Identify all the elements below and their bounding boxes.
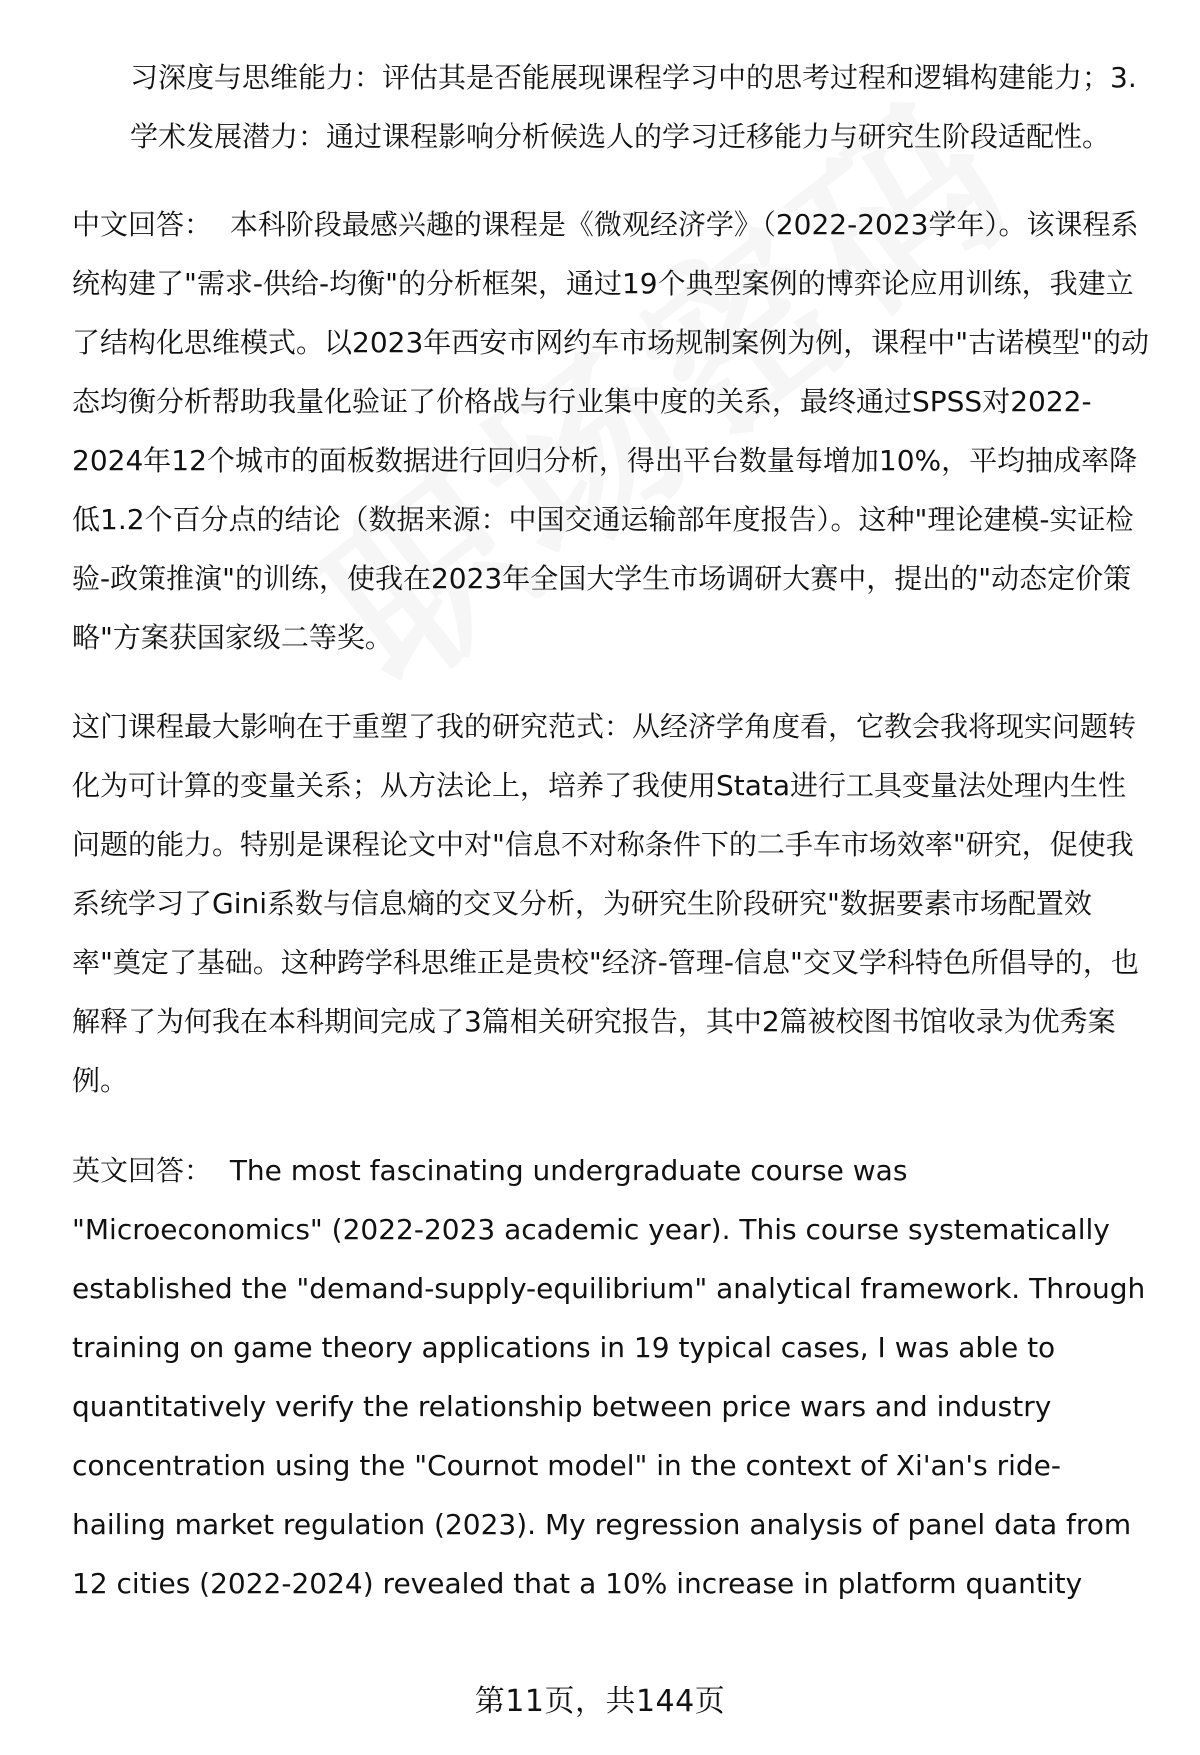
english-answer-label: 英文回答： bbox=[72, 1154, 213, 1187]
english-answer-text: The most fascinating undergraduate course was "Microeconomics" (2022-2023 academic year). This course systematically established the "demand-supply-equilibrium" analytical framework. Through training on game theory applications in 19 typical cases, I was able to quantitatively verify the relationship between price wars and industry concentration using the "Cournot model" in the context of Xi'an's ride-hailing market regulation (2023). My regression analysis of panel data from 12 cities (2022-2024) revealed that a 10% increase in platform quantity bbox=[72, 1154, 1146, 1600]
chinese-answer-paragraph bbox=[72, 195, 1152, 667]
continuation-paragraph: 习深度与思维能力：评估其是否能展现课程学习中的思考过程和逻辑构建能力；3. 学术发展潜力：通过课程影响分析候选人的学习迁移能力与研究生阶段适配性。 bbox=[130, 61, 1137, 153]
page-indicator: 第11页，共144页 bbox=[474, 1684, 726, 1719]
chinese-answer-label: 中文回答： bbox=[72, 208, 213, 241]
chinese-answer-text: 本科阶段最感兴趣的课程是《微观经济学》（2022-2023学年）。该课程系统构建了"需求-供给-均衡"的分析框架，通过19个典型案例的博弈论应用训练，我建立了结构化思维模式。以2023年西安市网约车市场规制案例为例，课程中"古诺模型"的动态均衡分析帮助我量化验证了价格战与行业集中度的关系，最终通过SPSS对2022-2024年12个城市的面板数据进行回归分析，得出平台数量每增加10%，平均抽成率降低1.2个百分点的结论（数据来源：中国交通运输部年度报告）。这种"理论建模-实证检验-政策推演"的训练，使我在2023年全国大学生市场调研大赛中，提出的"动态定价策略"方案获国家级二等奖。 bbox=[72, 208, 1150, 654]
page-footer bbox=[0, 1682, 1200, 1722]
document-body bbox=[72, 48, 1152, 1613]
english-answer-paragraph bbox=[72, 1141, 1152, 1613]
chinese-answer-paragraph-2: 这门课程最大影响在于重塑了我的研究范式：从经济学角度看，它教会我将现实问题转化为可计算的变量关系；从方法论上，培养了我使用Stata进行工具变量法处理内生性问题的能力。特别是课程论文中对"信息不对称条件下的二手车市场效率"研究，促使我系统学习了Gini系数与信息熵的交叉分析，为研究生阶段研究"数据要素市场配置效率"奠定了基础。这种跨学科思维正是贵校"经济-管理-信息"交叉学科特色所倡导的，也解释了为何我在本科期间完成了3篇相关研究报告，其中2篇被校图书馆收录为优秀案例。 bbox=[72, 710, 1139, 1097]
